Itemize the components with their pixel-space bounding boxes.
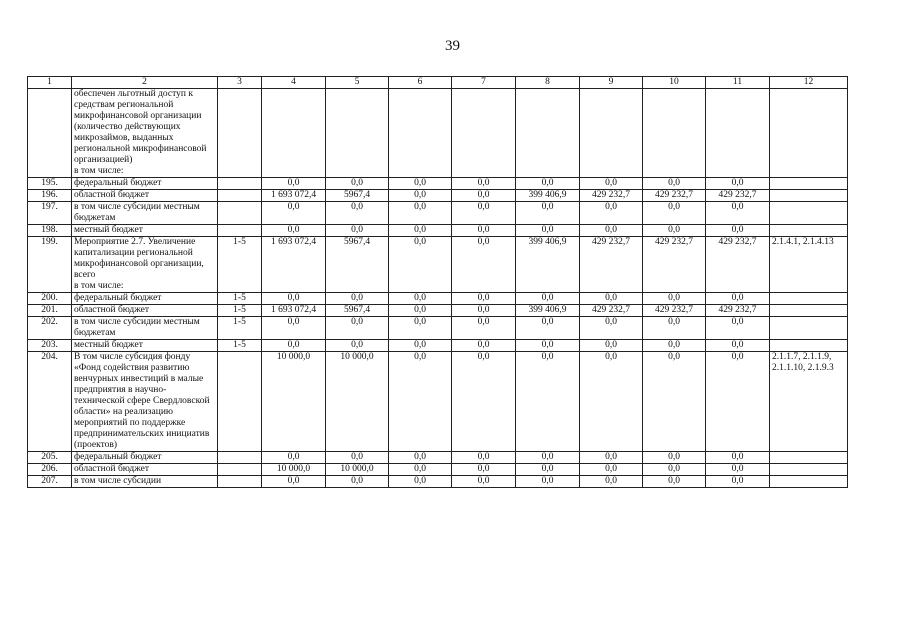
table-cell: 0,0 — [516, 452, 580, 464]
table-cell: 429 232,7 — [580, 190, 643, 202]
table-cell — [218, 452, 262, 464]
table-cell: 0,0 — [706, 464, 770, 476]
table-cell: 0,0 — [580, 452, 643, 464]
table-cell: 0,0 — [262, 317, 326, 340]
table-cell: 0,0 — [580, 293, 643, 305]
table-cell: 0,0 — [326, 202, 389, 225]
table-cell: 0,0 — [326, 452, 389, 464]
table-cell: 0,0 — [706, 340, 770, 352]
column-header: 2 — [72, 77, 218, 89]
table-cell: в том числе субсидии местным бюджетам — [72, 317, 218, 340]
table-cell: 198. — [28, 225, 72, 237]
table-cell: 0,0 — [706, 452, 770, 464]
table-cell: 0,0 — [389, 452, 452, 464]
table-cell: 0,0 — [452, 464, 516, 476]
table-cell: 0,0 — [580, 476, 643, 488]
table-cell: 0,0 — [326, 178, 389, 190]
table-cell — [643, 89, 706, 178]
table-cell — [770, 190, 848, 202]
table-cell: В том числе субсидия фонду «Фонд содействия развитию венчурных инвестиций в малые предприятия в научно-технической сфере Свердловской области» на реализацию мероприятий по поддержке предпринимательских инициатив (проектов) — [72, 352, 218, 452]
table-cell: 207. — [28, 476, 72, 488]
table-cell: 0,0 — [452, 476, 516, 488]
table-cell: 1-5 — [218, 237, 262, 293]
table-cell: 0,0 — [452, 317, 516, 340]
table-cell: 0,0 — [389, 305, 452, 317]
table-cell: 0,0 — [389, 352, 452, 452]
table-cell: 0,0 — [706, 225, 770, 237]
table-cell: 399 406,9 — [516, 305, 580, 317]
table-cell: 2.1.4.1, 2.1.4.13 — [770, 237, 848, 293]
table-cell: 1 693 072,4 — [262, 190, 326, 202]
table-cell: местный бюджет — [72, 225, 218, 237]
table-cell: 10 000,0 — [262, 464, 326, 476]
table-cell: 0,0 — [452, 202, 516, 225]
table-cell: 205. — [28, 452, 72, 464]
table-cell — [770, 178, 848, 190]
table-row — [28, 202, 848, 225]
table-cell: 0,0 — [643, 476, 706, 488]
table-cell: 0,0 — [389, 293, 452, 305]
table-cell: 0,0 — [326, 293, 389, 305]
table-row — [28, 178, 848, 190]
table-cell: 399 406,9 — [516, 237, 580, 293]
table-cell: 0,0 — [643, 452, 706, 464]
table-cell: 429 232,7 — [706, 305, 770, 317]
table-cell: областной бюджет — [72, 464, 218, 476]
table-cell: 0,0 — [452, 340, 516, 352]
table-cell: в том числе субсидии местным бюджетам — [72, 202, 218, 225]
table-cell: 429 232,7 — [643, 190, 706, 202]
table-cell — [326, 89, 389, 178]
table-cell — [218, 190, 262, 202]
table-cell: 204. — [28, 352, 72, 452]
table-cell: 0,0 — [326, 340, 389, 352]
table-row — [28, 293, 848, 305]
table-cell: местный бюджет — [72, 340, 218, 352]
table-cell: обеспечен льготный доступ к средствам региональной микрофинансовой организации (количество действующих микрозаймов, выданных региональной микрофинансовой организацией) в том числе: — [72, 89, 218, 178]
table-cell: федеральный бюджет — [72, 452, 218, 464]
table-cell: 1-5 — [218, 340, 262, 352]
table-cell: 0,0 — [326, 317, 389, 340]
table-cell — [452, 89, 516, 178]
table-cell: 0,0 — [643, 317, 706, 340]
table-cell — [262, 89, 326, 178]
table-cell: 0,0 — [262, 340, 326, 352]
table-cell: 429 232,7 — [580, 305, 643, 317]
table-cell: 0,0 — [326, 225, 389, 237]
table-cell: 0,0 — [706, 317, 770, 340]
table-row — [28, 317, 848, 340]
table-cell: 0,0 — [643, 178, 706, 190]
table-cell — [770, 202, 848, 225]
page-number: 39 — [445, 38, 460, 54]
table-cell: 399 406,9 — [516, 190, 580, 202]
table-cell: 0,0 — [262, 202, 326, 225]
column-header: 11 — [706, 77, 770, 89]
table-cell — [770, 305, 848, 317]
table-cell: 0,0 — [580, 202, 643, 225]
table-cell: 429 232,7 — [643, 237, 706, 293]
column-header: 7 — [452, 77, 516, 89]
table-cell: 429 232,7 — [580, 237, 643, 293]
table-cell: 10 000,0 — [262, 352, 326, 452]
table-cell: 0,0 — [389, 202, 452, 225]
table-cell: 0,0 — [516, 464, 580, 476]
table-cell: 10 000,0 — [326, 352, 389, 452]
table-cell: 0,0 — [516, 352, 580, 452]
table-cell: 197. — [28, 202, 72, 225]
table-cell — [218, 352, 262, 452]
budget-table — [27, 76, 848, 488]
table-cell: в том числе субсидии — [72, 476, 218, 488]
table-cell: федеральный бюджет — [72, 178, 218, 190]
table-cell: 0,0 — [389, 317, 452, 340]
column-header: 12 — [770, 77, 848, 89]
table-row — [28, 190, 848, 202]
table-cell: 5967,4 — [326, 305, 389, 317]
table-cell: 200. — [28, 293, 72, 305]
table-cell: 0,0 — [580, 352, 643, 452]
table-cell: 0,0 — [516, 178, 580, 190]
table-header-row — [28, 77, 848, 89]
table-cell: 0,0 — [389, 237, 452, 293]
table-cell: 0,0 — [516, 293, 580, 305]
table-row — [28, 340, 848, 352]
table-cell — [770, 317, 848, 340]
table-row — [28, 464, 848, 476]
table-cell: 0,0 — [452, 293, 516, 305]
table-cell: 2.1.1.7, 2.1.1.9, 2.1.1.10, 2.1.9.3 — [770, 352, 848, 452]
table-cell: 1-5 — [218, 293, 262, 305]
table-cell: федеральный бюджет — [72, 293, 218, 305]
table-cell — [218, 89, 262, 178]
table-row — [28, 305, 848, 317]
table-cell: 0,0 — [516, 340, 580, 352]
table-cell: Мероприятие 2.7. Увеличение капитализации региональной микрофинансовой организации, всего в том числе: — [72, 237, 218, 293]
table-cell — [770, 476, 848, 488]
table-cell: 5967,4 — [326, 190, 389, 202]
table-cell — [218, 225, 262, 237]
table-cell: 0,0 — [580, 178, 643, 190]
table-cell: 429 232,7 — [643, 305, 706, 317]
column-header: 9 — [580, 77, 643, 89]
table-cell: 0,0 — [643, 352, 706, 452]
table-cell: 10 000,0 — [326, 464, 389, 476]
table-cell — [770, 340, 848, 352]
column-header: 5 — [326, 77, 389, 89]
table-cell: 0,0 — [706, 178, 770, 190]
column-header: 6 — [389, 77, 452, 89]
table-cell: 201. — [28, 305, 72, 317]
table-cell: областной бюджет — [72, 190, 218, 202]
table-cell: 1 693 072,4 — [262, 237, 326, 293]
table-cell: 202. — [28, 317, 72, 340]
table-cell: 0,0 — [452, 452, 516, 464]
table-cell: 5967,4 — [326, 237, 389, 293]
column-header: 4 — [262, 77, 326, 89]
table-cell: 429 232,7 — [706, 237, 770, 293]
column-header: 1 — [28, 77, 72, 89]
table-cell: 0,0 — [452, 178, 516, 190]
table-cell: 203. — [28, 340, 72, 352]
table-cell: 1-5 — [218, 317, 262, 340]
table-cell: 0,0 — [643, 340, 706, 352]
column-header: 8 — [516, 77, 580, 89]
table-cell: 0,0 — [580, 317, 643, 340]
table-cell: областной бюджет — [72, 305, 218, 317]
table-row — [28, 476, 848, 488]
table-cell — [218, 464, 262, 476]
column-header: 3 — [218, 77, 262, 89]
table-cell: 196. — [28, 190, 72, 202]
table-cell: 0,0 — [580, 464, 643, 476]
table-cell: 199. — [28, 237, 72, 293]
table-row — [28, 237, 848, 293]
table-cell — [770, 225, 848, 237]
table-cell: 206. — [28, 464, 72, 476]
table-cell: 0,0 — [389, 476, 452, 488]
column-header: 10 — [643, 77, 706, 89]
table-cell: 0,0 — [452, 352, 516, 452]
table-cell: 0,0 — [389, 178, 452, 190]
table-cell: 0,0 — [706, 476, 770, 488]
table-cell: 195. — [28, 178, 72, 190]
table-cell: 0,0 — [389, 464, 452, 476]
table-cell — [706, 89, 770, 178]
table-cell: 0,0 — [262, 178, 326, 190]
table-cell: 0,0 — [706, 202, 770, 225]
table-cell: 0,0 — [389, 190, 452, 202]
table-cell: 0,0 — [643, 464, 706, 476]
table-cell: 0,0 — [580, 225, 643, 237]
table-cell — [580, 89, 643, 178]
table-cell — [770, 452, 848, 464]
table-row — [28, 452, 848, 464]
table-cell — [218, 202, 262, 225]
table-cell: 429 232,7 — [706, 190, 770, 202]
table-cell — [516, 89, 580, 178]
table-cell: 0,0 — [389, 340, 452, 352]
table-cell: 0,0 — [326, 476, 389, 488]
table-cell: 0,0 — [262, 452, 326, 464]
table-cell — [28, 89, 72, 178]
table-cell: 0,0 — [389, 225, 452, 237]
table-cell: 1-5 — [218, 305, 262, 317]
table-cell: 0,0 — [452, 237, 516, 293]
table-cell: 0,0 — [452, 305, 516, 317]
table-cell: 0,0 — [643, 293, 706, 305]
table-cell: 0,0 — [643, 202, 706, 225]
table-cell — [770, 89, 848, 178]
table-cell — [770, 464, 848, 476]
table-cell: 0,0 — [580, 340, 643, 352]
table-cell: 0,0 — [516, 317, 580, 340]
table-cell: 0,0 — [452, 190, 516, 202]
table-cell — [389, 89, 452, 178]
table-cell: 0,0 — [262, 293, 326, 305]
table-row — [28, 352, 848, 452]
table-cell: 0,0 — [706, 352, 770, 452]
table-cell: 0,0 — [262, 225, 326, 237]
table-cell — [218, 476, 262, 488]
table-cell: 0,0 — [262, 476, 326, 488]
table-cell: 0,0 — [452, 225, 516, 237]
table-cell: 0,0 — [643, 225, 706, 237]
table-cell — [770, 293, 848, 305]
table-cell: 0,0 — [516, 476, 580, 488]
table-cell: 0,0 — [516, 202, 580, 225]
table-cell: 0,0 — [516, 225, 580, 237]
table-cell: 0,0 — [706, 293, 770, 305]
table-row — [28, 89, 848, 178]
table-cell: 1 693 072,4 — [262, 305, 326, 317]
table-cell — [218, 178, 262, 190]
table-row — [28, 225, 848, 237]
